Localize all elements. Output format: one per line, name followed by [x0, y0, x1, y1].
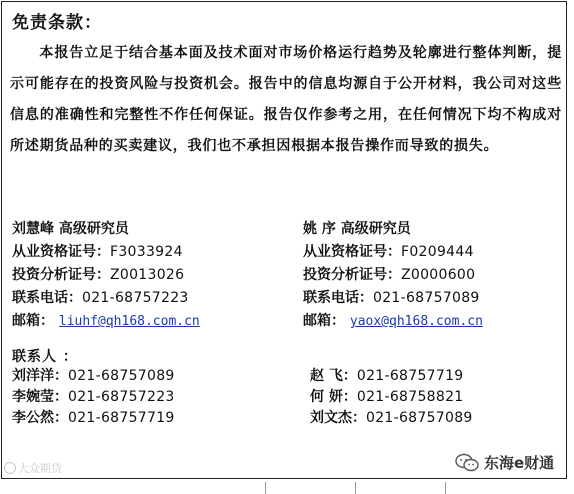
contact-name: 李婉莹：: [12, 389, 68, 405]
phone-number: 021-68757223: [82, 290, 189, 306]
analysis-number: Z0000600: [401, 267, 476, 283]
email-row: [12, 310, 272, 333]
contact-row: [12, 408, 175, 429]
contact-row: [310, 408, 473, 429]
watermark-left-text: 大众期货: [18, 462, 62, 475]
contact-phone: 021-68757719: [356, 368, 464, 384]
contact-phone: 021-68757089: [366, 410, 473, 426]
qualification-number: F0209444: [401, 244, 474, 260]
email-row: [303, 310, 563, 333]
watermark-logo-icon: [4, 462, 16, 474]
contact-name: 刘洋洋：: [12, 368, 68, 384]
contact-name: 李公然：: [12, 410, 68, 426]
analyst-name: 姚 序 高级研究员: [303, 221, 411, 237]
analyst-card-2: [303, 218, 563, 333]
divider-tick: [355, 482, 356, 494]
qualification-row: [303, 241, 563, 264]
email-link[interactable]: liuhf@qh168.com.cn: [58, 314, 200, 329]
analysis-number: Z0013026: [110, 267, 185, 283]
contact-phone: 021-68757089: [68, 368, 175, 384]
contact-row: [310, 387, 473, 408]
qualification-label: 从业资格证号：: [303, 244, 401, 260]
divider-tick: [445, 482, 446, 494]
contacts-list-left: [12, 366, 175, 429]
contact-row: [12, 387, 175, 408]
contact-name: 何 妍：: [310, 389, 357, 405]
analysis-label: 投资分析证号：: [12, 267, 110, 283]
analysis-label: 投资分析证号：: [303, 267, 401, 283]
phone-row: [303, 287, 563, 310]
contacts-list-right: [310, 366, 473, 429]
contacts-header: 联系人 ：: [12, 349, 78, 365]
phone-number: 021-68757089: [373, 290, 480, 306]
contact-name: 刘文杰：: [310, 410, 366, 426]
contact-row: [310, 366, 473, 387]
contact-row: [12, 366, 175, 387]
contact-phone: 021-68757223: [68, 389, 175, 405]
watermark-left: [4, 460, 62, 476]
phone-label: 联系电话：: [303, 290, 373, 306]
qualification-row: [12, 241, 272, 264]
disclaimer-title: 免责条款：: [12, 13, 102, 33]
analyst-name: 刘慧峰 高级研究员: [12, 221, 129, 237]
qualification-number: F3033924: [110, 244, 183, 260]
wechat-icon: [455, 453, 479, 473]
qualification-label: 从业资格证号：: [12, 244, 110, 260]
email-label: 邮箱：: [303, 313, 345, 329]
phone-label: 联系电话：: [12, 290, 82, 306]
watermark-right: [455, 452, 554, 473]
contact-phone: 021-68758821: [356, 389, 464, 405]
contact-phone: 021-68757719: [68, 410, 175, 426]
analysis-row: [303, 264, 563, 287]
phone-row: [12, 287, 272, 310]
analyst-card-1: [12, 218, 272, 333]
divider-tick: [265, 482, 266, 494]
email-label: 邮箱：: [12, 313, 54, 329]
contact-name: 赵 飞：: [310, 368, 357, 384]
disclaimer-body: 本报告立足于结合基本面及技术面对市场价格运行趋势及轮廓进行整体判断，提示可能存在的投资风险与投资机会。报告中的信息均源自于公开材料，我公司对这些信息的准确性和完整性不作任何保证。报告仅作参考之用，在任何情况下均不构成对所述期货品种的买卖建议，我们也不承担因根据本报告操作而导致的损失。: [10, 45, 562, 154]
watermark-right-text: 东海e财通: [484, 454, 555, 472]
email-link[interactable]: yaox@qh168.com.cn: [349, 314, 483, 329]
analysis-row: [12, 264, 272, 287]
